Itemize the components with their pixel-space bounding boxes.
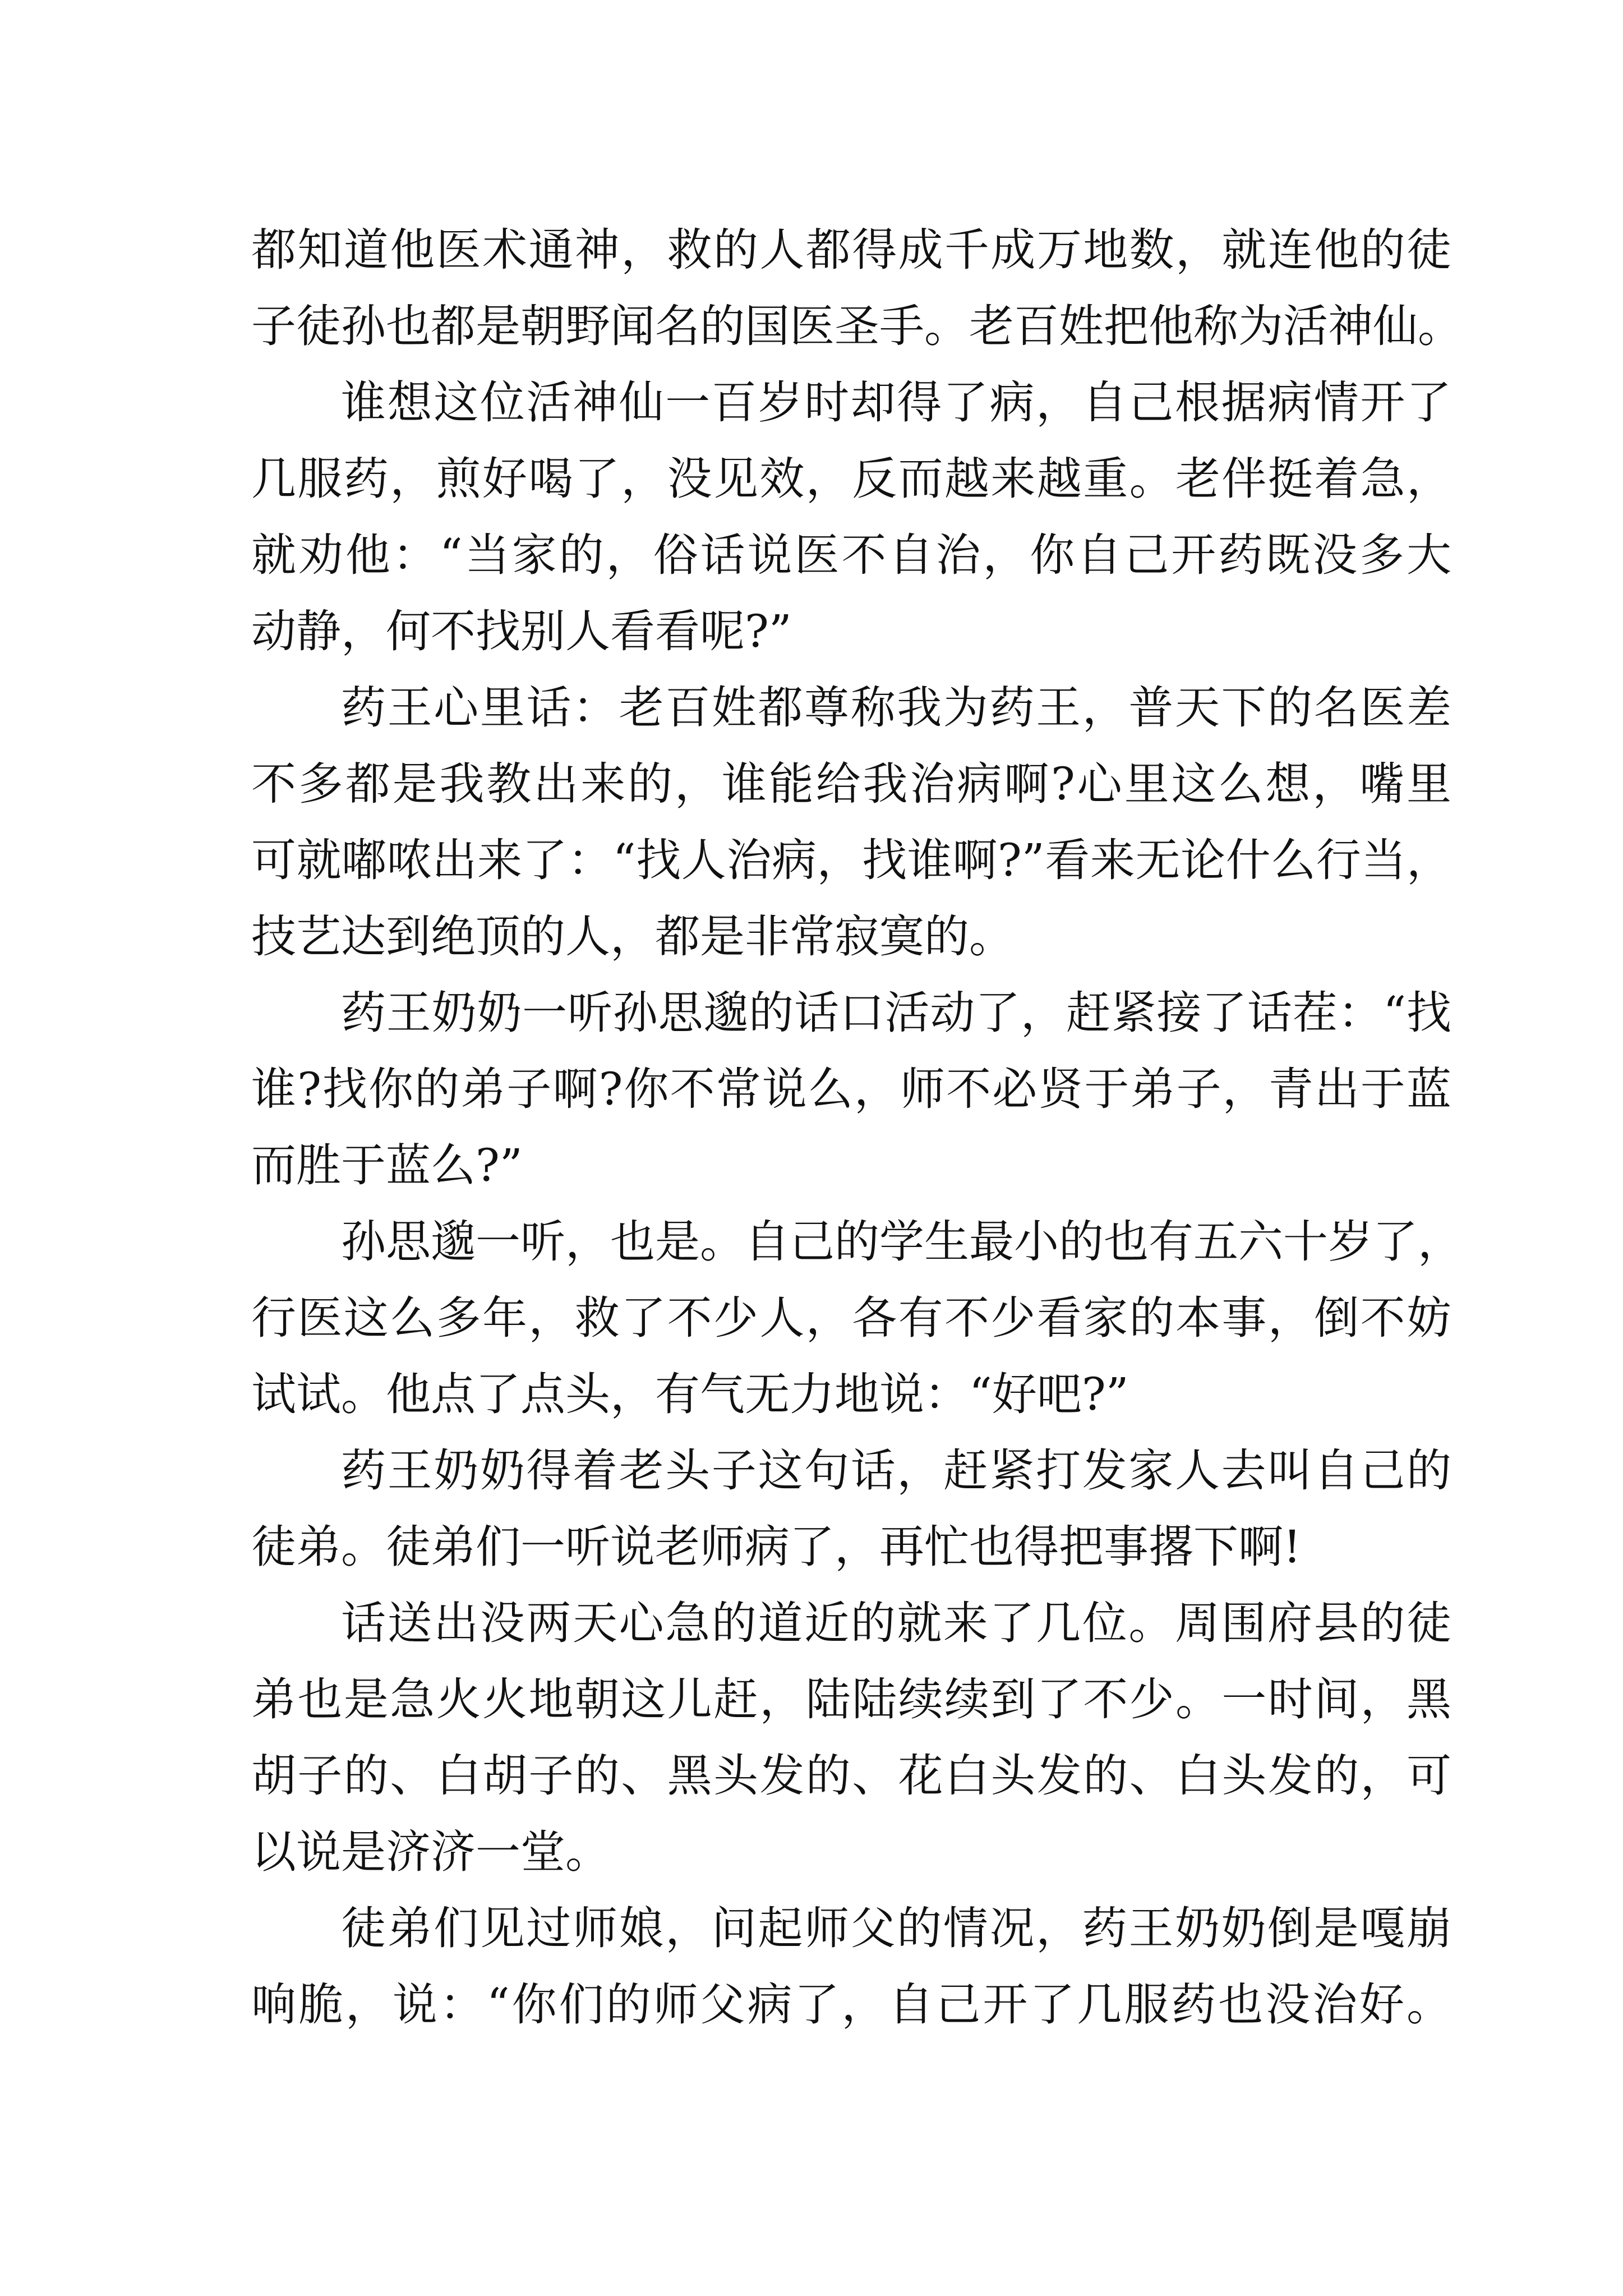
text-line: 谁想这位活神仙一百岁时却得了病，自己根据病情开了: [341, 376, 1451, 429]
text-line: 弟也是急火火地朝这儿赶，陆陆续续到了不少。一时间，黑: [251, 1673, 1451, 1726]
document-body-text: [251, 212, 1463, 2043]
text-line: 徒弟。徒弟们一听说老师病了，再忙也得把事撂下啊!: [251, 1521, 1302, 1573]
text-line: 药王奶奶一听孙思邈的话口活动了，赶紧接了话茬：“找: [341, 987, 1451, 1039]
paragraph-2: [251, 365, 1451, 670]
text-line: 都知道他医术通神，救的人都得成千成万地数，就连他的徒: [251, 224, 1451, 276]
text-line: 可就嘟哝出来了：“找人治病，找谁啊?”看来无论什么行当，: [251, 834, 1451, 886]
text-line: 响脆，说：“你们的师父病了，自己开了几服药也没治好。: [251, 1978, 1451, 2031]
paragraph-1: [251, 212, 1463, 365]
text-line: 试试。他点了点头，有气无力地说：“好吧?”: [251, 1368, 1129, 1420]
paragraph-8: [251, 1890, 1451, 2043]
text-line: 话送出没两天心急的道近的就来了几位。周围府县的徒: [341, 1597, 1451, 1649]
paragraph-5: [251, 1204, 1463, 1433]
text-line: 几服药，煎好喝了，没见效，反而越来越重。老伴挺着急，: [251, 453, 1451, 505]
paragraph-7: [251, 1585, 1451, 1890]
text-line: 行医这么多年，救了不少人，各有不少看家的本事，倒不妨: [251, 1292, 1451, 1344]
text-line: 谁?找你的弟子啊?你不常说么，师不必贤于弟子，青出于蓝: [251, 1063, 1451, 1115]
text-line: 动静，何不找别人看看呢?”: [251, 605, 792, 657]
text-line: 孙思邈一听，也是。自己的学生最小的也有五六十岁了，: [341, 1216, 1463, 1268]
text-line: 就劝他：“当家的，俗话说医不自治，你自己开药既没多大: [251, 529, 1451, 581]
text-line: 以说是济济一堂。: [251, 1826, 610, 1878]
paragraph-3: [251, 670, 1451, 975]
text-line: 子徒孙也都是朝野闻名的国医圣手。老百姓把他称为活神仙。: [251, 300, 1463, 352]
text-line: 不多都是我教出来的，谁能给我治病啊?心里这么想，嘴里: [251, 758, 1451, 810]
text-line: 而胜于蓝么?”: [251, 1139, 523, 1191]
text-line: 徒弟们见过师娘，问起师父的情况，药王奶奶倒是嘎崩: [341, 1902, 1451, 1954]
text-line: 胡子的、白胡子的、黑头发的、花白头发的、白头发的，可: [251, 1750, 1451, 1802]
text-line: 技艺达到绝顶的人，都是非常寂寞的。: [251, 910, 1014, 963]
paragraph-6: [251, 1433, 1451, 1585]
text-line: 药王奶奶得着老头子这句话，赶紧打发家人去叫自己的: [341, 1444, 1451, 1497]
text-line: 药王心里话：老百姓都尊称我为药王，普天下的名医差: [341, 682, 1451, 734]
paragraph-4: [251, 975, 1451, 1204]
